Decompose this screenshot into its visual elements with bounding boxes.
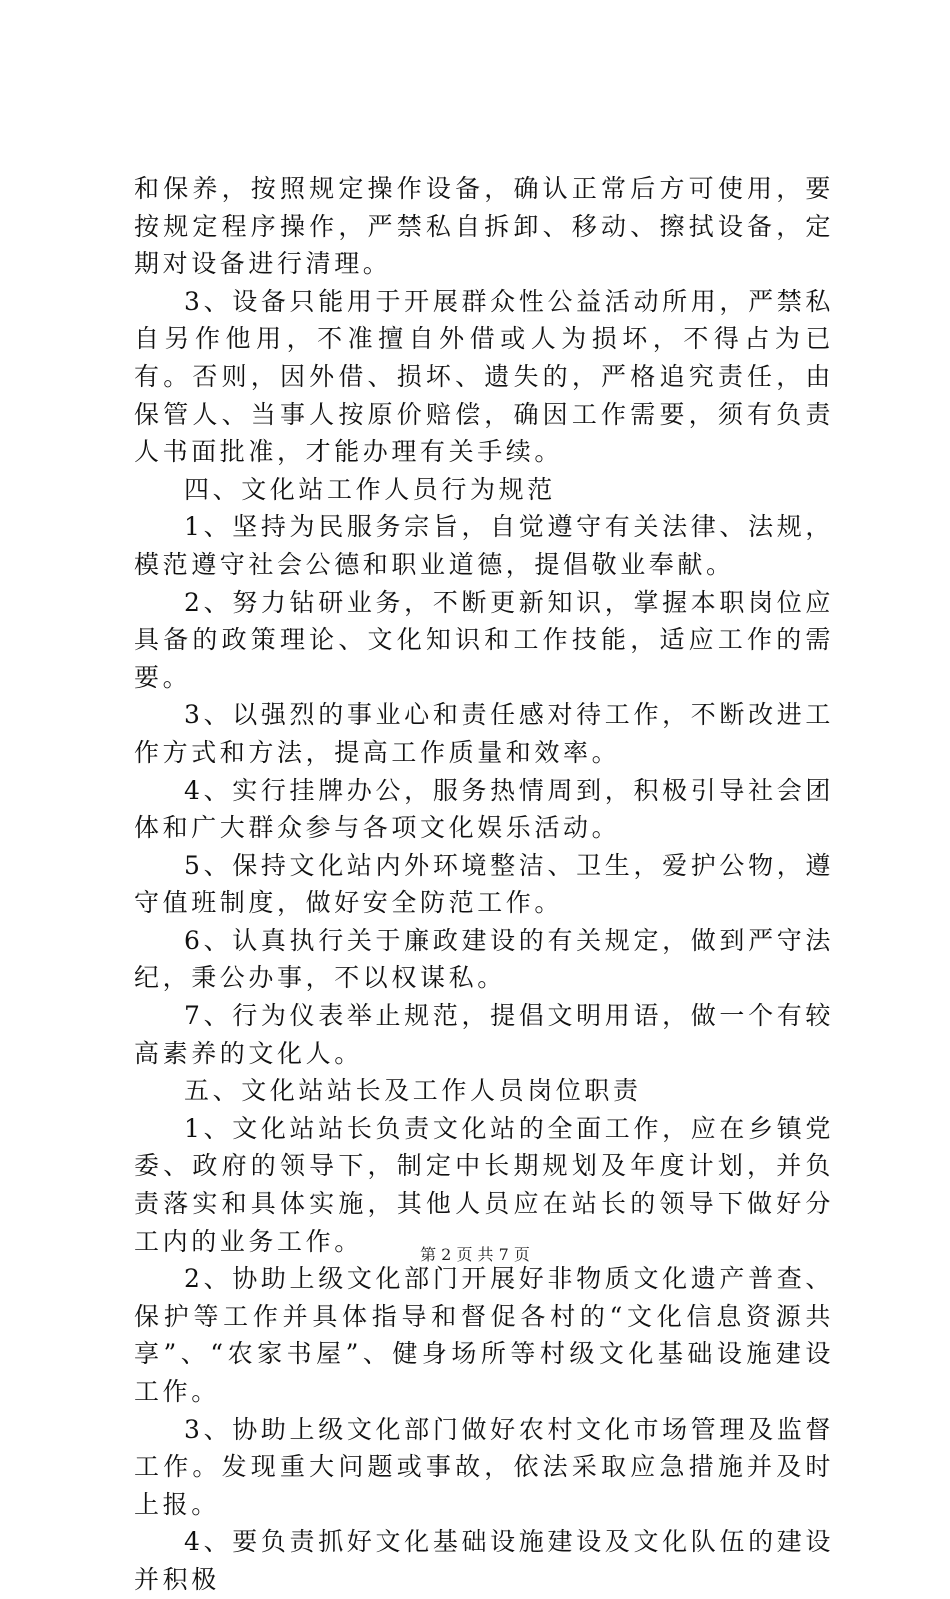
paragraph: 5、保持文化站内外环境整洁、卫生，爱护公物，遵守值班制度，做好安全防范工作。	[134, 850, 834, 918]
paragraph: 五、文化站站长及工作人员岗位职责	[184, 1076, 642, 1106]
paragraph: 4、要负责抓好文化基础设施建设及文化队伍的建设并积极	[134, 1527, 834, 1594]
paragraph: 3、以强烈的事业心和责任感对待工作，不断改进工作方式和方法，提高工作质量和效率。	[134, 700, 834, 767]
paragraph: 和保养，按照规定操作设备，确认正常后方可使用，要按规定程序操作，严禁私自拆卸、移动、擦拭设备，定期对设备进行清理。	[134, 174, 834, 279]
paragraph: 四、文化站工作人员行为规范	[184, 474, 556, 504]
paragraph: 6、认真执行关于廉政建设的有关规定，做到严守法纪，秉公办事，不以权谋私。	[134, 925, 834, 993]
page-footer: 第 2 页 共 7 页	[420, 1245, 530, 1264]
paragraph: 1、坚持为民服务宗旨，自觉遵守有关法律、法规，模范遵守社会公德和职业道德，提倡敬业奉献。	[134, 512, 834, 579]
paragraph: 2、协助上级文化部门开展好非物质文化遗产普查、保护等工作并具体指导和督促各村的“文化信息资源共享”、“农家书屋”、健身场所等村级文化基础设施建设工作。	[134, 1264, 834, 1406]
paragraph: 3、设备只能用于开展群众性公益活动所用，严禁私自另作他用，不准擅自外借或人为损坏，不得占为已有。否则，因外借、损坏、遗失的，严格追究责任，由保管人、当事人按原价赔偿，确因工作需要，须有负责人书面批准，才能办理有关手续。	[134, 286, 834, 467]
paragraph: 1、文化站站长负责文化站的全面工作，应在乡镇党委、政府的领导下，制定中长期规划及年度计划，并负责落实和具体实施，其他人员应在站长的领导下做好分工内的业务工作。	[134, 1113, 834, 1256]
paragraph: 4、实行挂牌办公，服务热情周到，积极引导社会团体和广大群众参与各项文化娱乐活动。	[134, 775, 834, 843]
document-body	[134, 170, 834, 1599]
paragraph: 7、行为仪表举止规范，提倡文明用语，做一个有较高素养的文化人。	[134, 1001, 834, 1068]
paragraph: 2、努力钻研业务，不断更新知识，掌握本职岗位应具备的政策理论、文化知识和工作技能，适应工作的需要。	[134, 587, 834, 692]
paragraph: 3、协助上级文化部门做好农村文化市场管理及监督工作。发现重大问题或事故，依法采取应急措施并及时上报。	[134, 1414, 834, 1519]
